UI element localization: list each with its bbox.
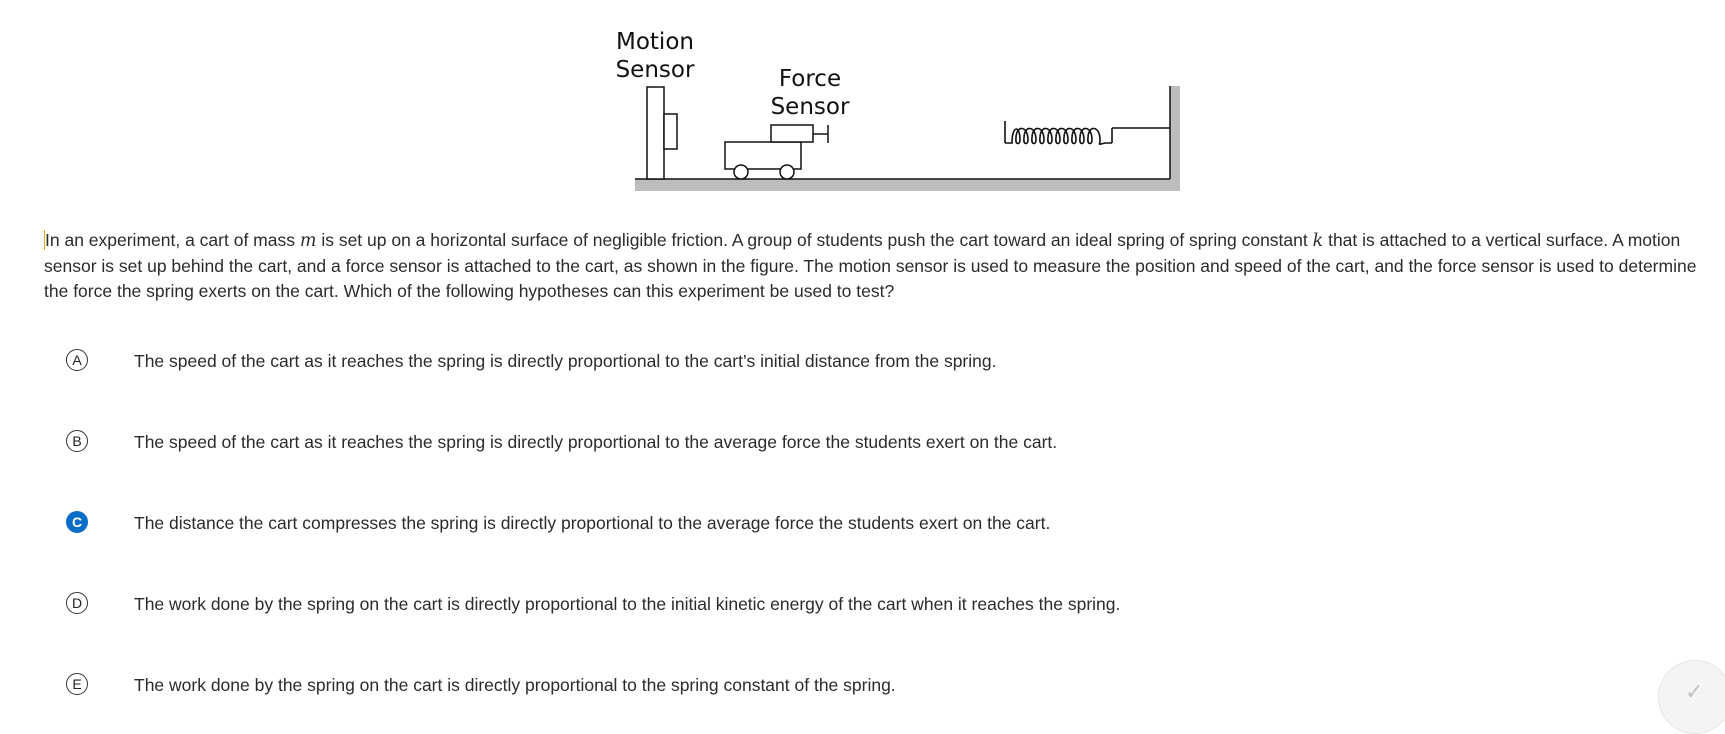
choice-text: The speed of the cart as it reaches the spring is directly proportional to the average force the students exert on the cart. — [134, 432, 1058, 452]
wall — [1170, 86, 1180, 191]
motion-sensor-label: Motion Sensor — [615, 29, 695, 83]
choice-letter-c[interactable]: C — [66, 511, 88, 533]
cart-wheel — [780, 165, 794, 179]
choice-a[interactable] — [66, 348, 1666, 376]
choice-letter-e[interactable]: E — [66, 673, 88, 695]
choice-text: The work done by the spring on the cart is directly proportional to the spring constant of the spring. — [134, 675, 896, 695]
choice-b[interactable] — [66, 429, 1666, 457]
spring-constant-variable: k — [1312, 231, 1324, 251]
check-answer-button[interactable] — [1658, 660, 1725, 734]
choice-text: The work done by the spring on the cart is directly proportional to the initial kinetic energy of the cart when it reaches the spring. — [134, 594, 1121, 614]
motion-sensor-head — [664, 114, 677, 149]
mass-variable: m — [299, 231, 317, 251]
spring — [1005, 121, 1170, 144]
choice-text: The speed of the cart as it reaches the spring is directly proportional to the cart’s initial distance from the spring. — [134, 351, 997, 371]
choice-text: The distance the cart compresses the spring is directly proportional to the average force the students exert on the cart. — [134, 513, 1051, 533]
choice-letter-b[interactable]: B — [66, 430, 88, 452]
force-sensor — [771, 125, 813, 142]
motion-sensor-body — [647, 87, 664, 179]
experiment-figure — [600, 22, 1190, 202]
question-stem: In an experiment, a cart of mass m is set up on a horizontal surface of negligible friction. A group of students push the cart toward an ideal spring of spring constant k that is attached to a vertical surface. A motion sensor is set up behind the cart, and a force sensor is attached to the cart, as shown in the figure. The motion sensor is used to measure the position and speed of the cart, and the force sensor is used to determine the force the spring exerts on the cart. Which of the following hypotheses can this experiment be used to test? — [44, 230, 1697, 301]
choice-d[interactable] — [66, 591, 1666, 619]
choice-c[interactable] — [66, 510, 1666, 538]
check-icon: ✓ — [1685, 679, 1704, 704]
force-sensor-label: Force Sensor — [770, 66, 850, 120]
choice-letter-a[interactable]: A — [66, 349, 88, 371]
choice-e[interactable] — [66, 672, 1666, 700]
choice-letter-d[interactable]: D — [66, 592, 88, 614]
cart-wheel — [734, 165, 748, 179]
floor — [635, 179, 1180, 191]
